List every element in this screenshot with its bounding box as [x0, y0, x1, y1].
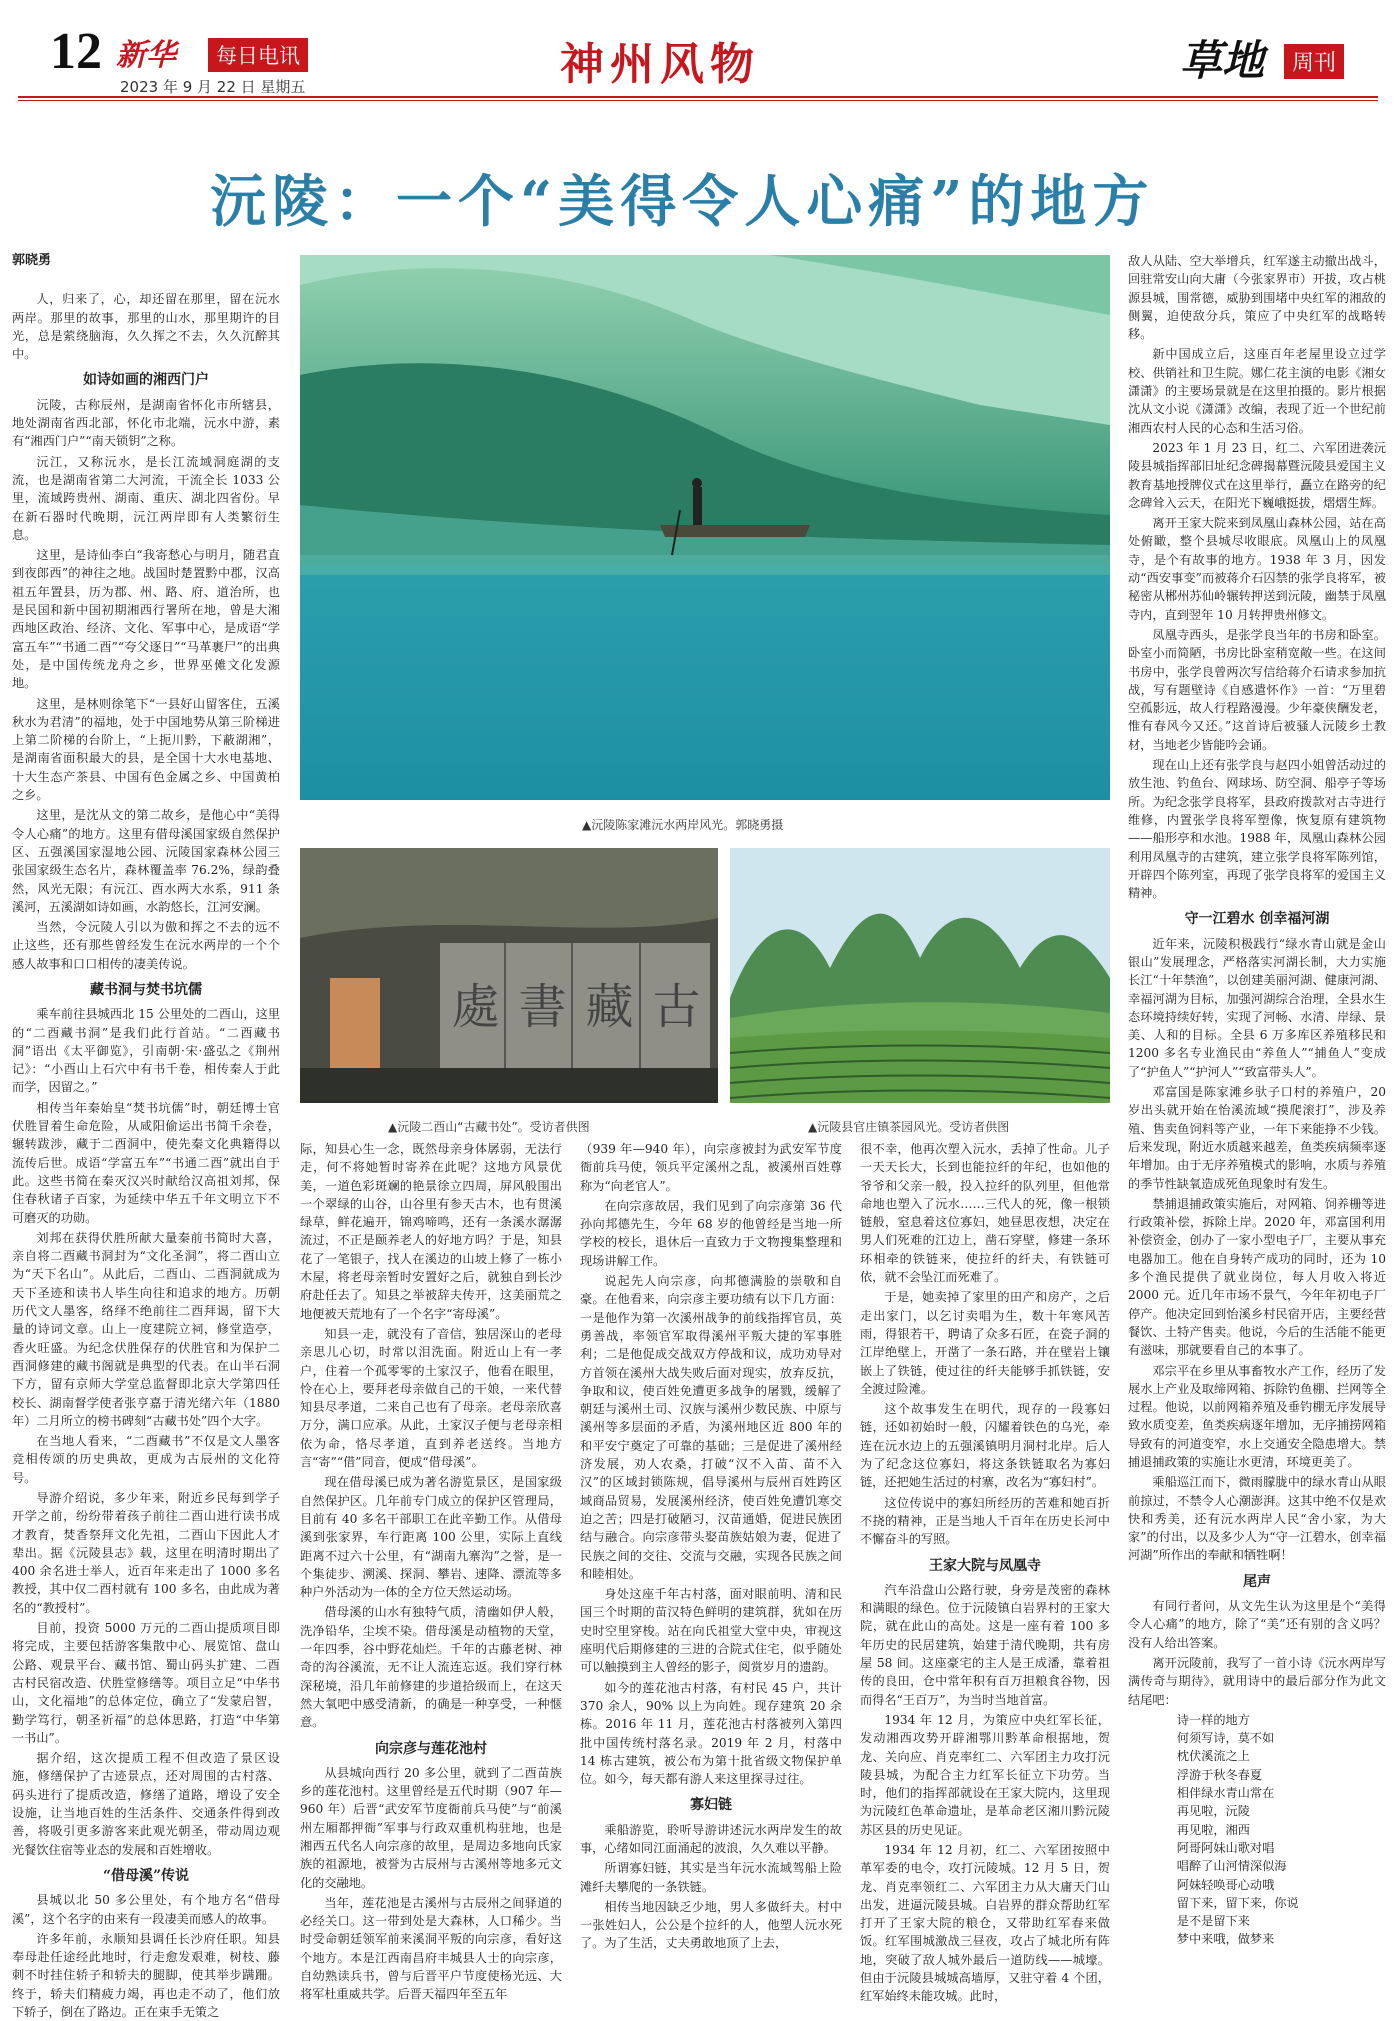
paragraph: 导游介绍说，多少年来，附近乡民每到学子开学之前，纷纷带着孩子前往二酉山进行读书成才教育，焚香祭拜文化先祖，二酉山下因此人才辈出。据《沅陵县志》载，这里在明清时期出了 400 余名进士举人，近百年来走出了 1000 多名教授，其中仅二酉村就有 100 多名，由此成为著名的“教授村”。	[12, 1491, 280, 1615]
subheading: 藏书洞与焚书坑儒	[90, 981, 202, 998]
tablet-photo	[300, 848, 718, 1103]
paragraph: 目前，投资 5000 万元的二酉山提质项目即将完成，主要包括游客集散中心、展览馆、盘山公路、观景平台、藏书馆、蜀山码头扩建、二酉古村民宿改造、伏胜堂修缮等。项目立足“中华书山，文化福地”的总体定位，确立了“发蒙启智，勤学笃行，朝圣祈福”的总体思路，打造“中华第一书山”。	[12, 1621, 280, 1745]
subheading: “借母溪”传说	[102, 1867, 190, 1884]
poem-line: 再见啦，沅陵	[1176, 1804, 1250, 1819]
paragraph: 这位传说中的寡妇所经历的苦难和她百折不挠的精神，正是当地人千百年在历史长河中不懈奋斗的写照。	[860, 1495, 1110, 1547]
paragraph: 所谓寡妇链，其实是当年沅水流域驾船上险滩纤夫攀爬的一条铁链。	[580, 1861, 842, 1894]
paragraph: 1934 年 12 月初，红二、六军团按照中革军委的电令，攻打沅陵城。12 月 5 日，贺龙、肖克率领红二、六军团主力从大庸天门山出发，进逼沅陵县城。白岩界的群众帮助红军打开了王家大院的粮仓，又带助红军春来做饭。红军围城激战三昼夜，攻占了城北所有阵地，突破了敌人城外最后一道防线——城壕。但由于沅陵县城城高墙厚，又驻守着 4 个团，红军始终未能攻城。此时，	[860, 1842, 1110, 2004]
poem-line: 阿妹轻唤哥心动哦	[1176, 1877, 1275, 1892]
paragraph: 乘船巡江而下，微雨朦胧中的绿水青山从眼前掠过，不禁令人心潮澎湃。这其中绝不仅是欢快和秀美，还有沅水两岸人民“舍小家，为大家”的付出，以及多少人为“守一江碧水，创幸福河湖”所作出的奉献和牺牲啊！	[1128, 1475, 1386, 1563]
paragraph: 相传当年秦始皇“焚书坑儒”时，朝廷博士官伏胜冒着生命危险，从咸阳偷运出书简千余卷，辗转跋涉，藏于二酉洞中，使先秦文化典籍得以流传后世。成语“学富五车”“书通二酉”就出自于此。这些书简在秦灭汉兴时献给汉高祖刘邦，保住春秋诸子百家，为延续中华五千年文明立下不可磨灭的功勋。	[12, 1100, 280, 1225]
subheading: 尾声	[1243, 1573, 1271, 1590]
paragraph: 离开沅陵前，我写了一首小诗《沅水两岸写满传奇与期待》，就用诗中的最后部分作为此文结尾吧：	[1128, 1655, 1386, 1707]
paragraph: 相传当地因缺乏少地，男人多做纤夫。村中一张姓妇人，公公是个拉纤的人，他塑人沅水死了。为了生活，丈夫勇敢地顶了上去，	[580, 1899, 842, 1951]
poem-line: 诗一样的地方	[1176, 1712, 1250, 1727]
subheading: 如诗如画的湘西门户	[83, 372, 209, 389]
edition-label: 每日电讯	[208, 38, 308, 72]
paragraph: 从县城向西行 20 多公里，就到了二酉苗族乡的莲花池村。这里曾经是五代时期（907 年—960 年）后晋“武安军节度衙前兵马使”与“前溪州左厢都押衙”军事与行政双重机构驻地，也是湘西五代名人向宗彦的故里，是周边多地向氏家族的祖源地，被誉为古辰州与古溪州等地多元文化的交融地。	[300, 1765, 562, 1890]
column-2	[300, 1140, 562, 2012]
paragraph: 汽车沿盘山公路行驶，身旁是茂密的森林和满眼的绿色。位于沅陵镇白岩界村的王家大院，就在此山的高处。这是一座有着 100 多年历史的民居建筑，始建于清代晚期，共有房屋 58 间。这座豪宅的主人是王成潘，靠着祖传的良田，仓中常年积有百万担粮食谷物，因而得名“王百万”，为当时当地首富。	[860, 1582, 1110, 1707]
poem-line: 浮游于秋冬春夏	[1176, 1767, 1263, 1782]
paragraph: 许多年前，永顺知县调任长沙府任职。知县奉母赴任途经此地时，行走愈发艰难，树枝、藤刺不时挂住轿子和轿夫的腿脚，使其举步蹒跚。终于，轿夫们精疲力竭，再也走不动了，他们放下轿子，倒在了路边。正在束手无策之	[12, 1931, 280, 2020]
paragraph: 新中国成立后，这座百年老屋里设立过学校、供销社和卫生院。娜仁花主演的电影《湘女潇潇》的主要场景就是在这里拍摄的。影片根据沈从文小说《潇潇》改编，表现了近一个世纪前湘西农村人民的心态和生活习俗。	[1128, 347, 1386, 435]
poem-line: 何须写诗，莫不如	[1176, 1731, 1275, 1746]
tablet-inscription: 古 藏 書 處	[451, 979, 701, 1035]
paragraph: 于是，她卖掉了家里的田产和房产，之后走出家门，以乞讨卖唱为生，数十年寒风苦雨，得银若干，聘请了众多石匠，在瓷子洞的江岸绝壁上，开凿了一条石路，并在壁岩上镶嵌上了铁链，使过往的纤夫能够手抓铁链，安全渡过险滩。	[860, 1290, 1110, 1396]
tea-photo-caption: ▲沅陵县官庄镇茶园风光。受访者供图	[808, 1120, 1010, 1134]
paragraph: 1934 年 12 月，为策应中央红军长征，发动湘西攻势开辟湘鄂川黔革命根据地，贺龙、关向应、肖克率红二、六军团主力攻打沅陵县城，为配合主力红军长征立下功劳。当时，他们的指挥部就设在王家大院内，这里现为沅陵红色革命遗址，是革命老区湘川黔沅陵苏区县的历史见证。	[860, 1712, 1110, 1837]
paragraph: 借母溪的山水有独特气质，清幽如伊人般，洗净铅华，尘埃不染。借母溪是动植物的天堂，一年四季，谷中野花灿烂。千年的古藤老树、神奇的沟谷溪流，无不让人流连忘返。我们穿行林深秘境，沿几年前修建的步道拾级而上，在这天然大氧吧中感受清新，的确是一种享受，一种惬意。	[300, 1605, 562, 1730]
paragraph: 乘船游览，聆听导游讲述沅水两岸发生的故事，心绪如同江面涌起的波浪，久久难以平静。	[580, 1822, 842, 1855]
paragraph: （939 年—940 年），向宗彦被封为武安军节度衙前兵马使，领兵平定溪州之乱，被溪州百姓尊称为“向老官人”。	[580, 1142, 842, 1193]
main-photo-caption: ▲沅陵陈家滩沅水两岸风光。郭晓勇摄	[582, 818, 784, 832]
header-rule-thin	[18, 100, 1378, 101]
column-5	[1128, 252, 1386, 2012]
paragraph: 近年来，沅陵积极践行“绿水青山就是金山银山”发展理念，严格落实河湖长制，大力实施长江“十年禁渔”，以创建美丽河湖、健康河湖、幸福河湖为目标，加强河湖综合治理，全县水生态环境持续好转，实现了河畅、水清、岸绿、景美、人和的目标。全县 6 万多库区养殖移民和 1200 多名专业渔民由“养鱼人”“捕鱼人”变成了“护鱼人”“护河人”“致富带头人”。	[1128, 936, 1386, 1079]
paragraph: 身处这座千年古村落，面对眼前明、清和民国三个时期的苗汉特色鲜明的建筑群，犹如在历史时空里穿梭。站在向氏祖堂大堂中央，审视这座明代后期修建的三进的合院式住宅，似乎随处可以触摸到主人曾经的影子，阅赏岁月的遗韵。	[580, 1587, 842, 1675]
paragraph: 当然，令沅陵人引以为傲和挥之不去的远不止这些，还有那些曾经发生在沅水两岸的一个个感人故事和口口相传的凄美传说。	[12, 920, 280, 971]
column-4	[860, 1140, 1110, 2012]
poem-line: 是不是留下来	[1176, 1914, 1250, 1929]
paragraph: 凤凰寺西头，是张学良当年的书房和卧室。卧室小而简陋，书房比卧室稍宽敞一些。在这间书房中，张学良曾两次写信给蒋介石请求参加抗战，写有题壁诗《自感遣怀作》一首：“万里碧空孤影远，故人行程路漫漫。少年豪侠酬发老，惟有春风今又还。”这首诗后被骚人沅陵乡土教材，当地老少皆能吟会诵。	[1128, 627, 1386, 752]
paragraph: 有同行者问，从文先生认为这里是个“美得令人心痛”的地方，除了“美”还有别的含义吗？没有人给出答案。	[1128, 1599, 1386, 1650]
paragraph: 知县一走，就没有了音信，独居深山的老母亲思儿心切，时常以泪洗面。附近山上有一孝户，住着一个孤零零的土家汉子，他看在眼里，怜在心上，要拜老母亲做自己的干娘，一来代替知县尽孝道，二来自己也有了母亲。老母亲欣喜万分，满口应承。从此，土家汉子便与老母亲相依为命，恪尽孝道，直到养老送终。当地方言“寄”“借”同音，便成“借母溪”。	[300, 1326, 562, 1470]
tea-garden-photo	[730, 848, 1110, 1103]
poem-line: 枕伏溪流之上	[1176, 1749, 1250, 1764]
paragraph: 禁捕退捕政策实施后，对网箱、饲养栅等进行政策补偿，拆除上岸。2020 年，邓富国利用补偿资金，创办了一家小型电子厂，主要从事充电器加工。他在自身转产成功的同时，还为 10 多个渔民提供了就业岗位，每人月收入将近 2000 元。近几年市场不景气，今年年初电子厂停产。他决定回到怡溪乡村民宿开店，主要经营餐饮、土特产售卖。他说，今后的生活能不能更有滋味，那就要看自己的本事了。	[1128, 1196, 1386, 1358]
paragraph: 现在借母溪已成为著名游览景区，是国家级自然保护区。几年前专门成立的保护区管理局，目前有 40 多名干部职工在此辛勤工作。从借母溪到张家界，车行距离 100 公里，实际上直线距离不过六十公里，有“湖南九寨沟”之誉，是一个集徒步、溯溪、探洞、攀岩、速降、漂流等多种户外活动为一体的全方位天然运动场。	[300, 1475, 562, 1600]
paragraph: 际，知县心生一念，既然母亲身体孱弱，无法行走，何不将她暂时寄养在此呢？这地方风景优美，一道色彩斑斓的艳景徐立四周，屏风般围出一个翠绿的山谷，山谷里有参天古木，也有贯溪绿草，鲜花遍开，锦鸡啼鸣，还有一条溪水潺潺流过，不正是颐养老人的好地方吗？于是，知县花了一笔银子，找人在溪边的山坡上修了一栋小木屋，将老母亲暂时安置好之后，就独自到长沙府赴任去了。知县之举被辞夫传开，这美丽荒之地便被天荒地有了一个名字“寄母溪”。	[300, 1142, 562, 1321]
paragraph: 如今的莲花池古村落，有村民 45 户，共计 370 余人，90% 以上为向姓。现存建筑 20 余栋。2016 年 11 月，莲花池古村落被列入第四批中国传统村落名录。2019 年 2 月，村落中 14 栋古建筑，被公布为第十批省级文物保护单位。如今，每天都有游人来这里探寻过往。	[580, 1680, 842, 1787]
page-number: 12	[50, 23, 102, 80]
subheading: 寡妇链	[690, 1797, 732, 1814]
paragraph: 这里，是林则徐笔下“一县好山留客住，五溪秋水为君清”的福地，处于中国地势从第三阶梯进上第二阶梯的台阶上，“上扼川黔，下蔽湖湘”，是湖南省面积最大的县，是全国十大水电基地、十大生态产茶县、中国有色金属之乡、中国黄柏之乡。	[12, 696, 280, 803]
paragraph: 这里，是诗仙李白“我寄愁心与明月，随君直到夜郎西”的神往之地。战国时楚置黔中郡，汉高祖五年置县，历为郡、州、路、府、道治所，也是民国和新中国初期湘西行署所在地，曾是大湘西地区政治、经济、文化、军事中心，是成语“学富五车”“书通二酉”“夸父逐日”“马革裹尸”的出典处，是中国传统龙舟之乡，世界巫傩文化发源地。	[12, 548, 280, 691]
subheading: 守一江碧水 创幸福河湖	[1184, 911, 1330, 928]
paragraph: 现在山上还有张学良与赵四小姐曾活动过的放生池、钓鱼台、网球场、防空洞、船亭子等场所。为纪念张学良将军，县政府拨款对古寺进行维修，内置张学良将军塑像，恢复原有建筑物——船形亭和水池。1988 年，凤凰山森林公园利用凤凰寺的古建筑，建立张学良将军陈列馆，开辟四个陈列室，再现了张学良将军的爱国主义精神。	[1128, 758, 1386, 901]
paragraph: 沅陵，古称辰州，是湖南省怀化市所辖县，地处湖南省西北部，怀化市北端，沅水中游，素有“湘西门户”“南天锁钥”之称。	[12, 397, 280, 449]
issue-date: 2023 年 9 月 22 日 星期五	[120, 78, 306, 96]
paragraph: 沅江，又称沅水，是长江流域洞庭湖的支流，也是湖南省第二大河流，干流全长 1033 公里，流域跨贵州、湖南、重庆、湖北四省份。早在新石器时代晚期，沅江两岸即有人类繁衍生息。	[12, 454, 280, 542]
paragraph: 2023 年 1 月 23 日，红二、六军团进袭沅陵县城指挥部旧址纪念碑揭幕暨沅陵县爱国主义教育基地授牌仪式在这里举行，矗立在路旁的纪念碑耸入云天，在阳光下巍峨挺拔，熠熠生辉。	[1128, 440, 1386, 510]
paragraph: 离开王家大院来到凤凰山森林公园，站在高处俯瞰，整个县城尽收眼底。凤凰山上的凤凰寺，是个有故事的地方。1938 年 3 月，因发动“西安事变”而被蒋介石囚禁的张学良将军，被秘密从郴州苏仙岭辗转押送到沅陵，幽禁于凤凰寺内，直到翌年 10 月转押贵州修文。	[1128, 516, 1386, 622]
paragraph: 这里，是沈从文的第二故乡，是他心中“美得令人心痛”的地方。这里有借母溪国家级自然保护区、五强溪国家湿地公园、沅陵国家森林公园三张国家级生态名片，森林覆盖率 76.2%，绿韵叠然，风光无限；有沅江、酉水两大水系，911 条溪河，五溪湖如诗如画，水韵悠长，江河安澜。	[12, 808, 280, 914]
article-headline: 沅陵：一个“美得令人心痛”的地方	[210, 169, 1155, 235]
newspaper-logo: 新华	[116, 38, 176, 73]
paragraph: 据介绍，这次提质工程不但改造了景区设施，修缮保护了古迹景点，还对周围的古村落、码头进行了提质改造，修缮了道路，增设了安全设施，让当地百姓的生活条件、交通条件得到改善，将吸引更多游客来此观光朝圣，带动周边观光餐饮住宿等业态的发展和百姓增收。	[12, 1751, 280, 1857]
author-byline: 郭晓勇	[12, 253, 52, 268]
paragraph: 很不幸，他再次塑入沅水，丢掉了性命。儿子一天天长大，长到也能拉纤的年纪，也如他的爷爷和父亲一般，投入拉纤的队列里，但他常命地也塑入了沅水……三代人的死，像一根锁链般，窒息着这位寡妇，她昼思夜想，决定在男人们死难的江边上，凿石穿壁，修建一条环环相牵的铁链来，使拉纤的纤夫，有铁链可依，就不会坠江而死难了。	[860, 1142, 1110, 1285]
poem-line: 唱醉了山河情深似海	[1176, 1859, 1287, 1874]
poem-line: 留下来，留下来，你说	[1176, 1895, 1299, 1910]
poem-line: 再见啦，湘西	[1176, 1822, 1250, 1837]
column-1	[12, 252, 280, 2020]
masthead	[0, 0, 1397, 98]
paragraph: 刘邦在获得伏胜所献大量秦前书简时大喜，亲自将二酉藏书洞封为“文化圣洞”，将二酉山立为“天下名山”。从此后，二酉山、二酉洞就成为天下圣迹和读书人毕生向往和追求的地方。历朝历代文人墨客，络绎不绝前往二酉拜谒，留下大量的诗词文章。山上一度建院立祠，修堂造亭，香火旺盛。为纪念伏胜保存的伏胜官和为保护二酉洞修建的藏书阁就是典型的代表。在山半石洞下方，留有京师大学堂总监督即北京大学第四任校长、湖南督学使者张亨嘉于清光绪六年（1880 年）二月所立的榜书碑刻“古藏书处”四个大字。	[12, 1230, 280, 1428]
column-3	[580, 1140, 842, 2012]
section-title: 神州风物	[560, 39, 760, 90]
main-photo	[300, 255, 1110, 800]
poem-line: 梦中来哦，做梦来	[1176, 1932, 1275, 1947]
poem-line: 相伴绿水青山常在	[1176, 1786, 1275, 1801]
paragraph: 邓宗平在乡里从事畜牧水产工作，经历了发展水上产业及取缔网箱、拆除钓鱼棚、拦网等全过程。他说，以前网箱养殖及垂钓棚无序发展导致水质变差，鱼类疾病逐年增加，无序捕捞网箱导致有的河道变窄，水上交通安全隐患增大。禁捕退捕政策的实施让水更清，环境更美了。	[1128, 1363, 1386, 1469]
paragraph: 在当地人看来，“二酉藏书”不仅是文人墨客竞相传颂的历史典故，更成为古辰州的文化符号。	[12, 1434, 280, 1485]
paragraph: 当年，莲花池是古溪州与古辰州之间驿道的必经关口。这一带到处是大森林，人口稀少。当时受命朝廷领军前来溪洞平叛的向宗彦，看好这个地方。本是江西南昌府丰城县人士的向宗彦，自幼熟读兵书，曾与后晋平户节度使杨光远、大将军杜重威共学。后晋天福四年至五年	[300, 1895, 562, 2002]
paragraph: 县城以北 50 多公里处，有个地方名“借母溪”，这个名字的由来有一段凄美而感人的故事。	[12, 1893, 280, 1926]
tablet-photo-caption: ▲沅陵二酉山“古藏书处”。受访者供图	[388, 1120, 590, 1134]
weekly-logo: 草地	[1180, 36, 1265, 85]
intro-paragraph: 人，归来了，心，却还留在那里，留在沅水两岸。那里的故事，那里的山水，那里期许的目光，总是萦绕脑海，久久挥之不去，久久沉醉其中。	[12, 292, 280, 362]
paragraph: 在向宗彦故居，我们见到了向宗彦第 36 代孙向邦德先生，今年 68 岁的他曾经是当地一所学校的校长，退休后一直致力于文物搜集整理和现场讲解工作。	[580, 1198, 842, 1268]
paragraph: 说起先人向宗彦，向邦德满脸的崇敬和自豪。在他看来，向宗彦主要功绩有以下几方面：一是他作为第一次溪州战争的前线指挥官员，英勇善战，率领官军取得溪州平叛大捷的军事胜利；二是他促成交战双方停战和议，成功劝导对方首领在溪州大战失败后面对现实，放弃反抗，争取和议，使百姓免遭更多战争的屠戮，缓解了朝廷与溪州土司、汉族与溪州少数民族、中原与溪州等多层面的矛盾，为溪州地区近 800 年的和平安宁奠定了可靠的基础；三是促进了溪州经济发展，劝人农桑，打破“汉不入苗、苗不入汉”的区域封锁陈规，倡导溪州与辰州百姓跨区域商品贸易，发展溪州经济，使百姓免遭饥寒交迫之苦；四是打破陋习，汉苗通婚，促进民族团结与融合。向宗彦带头娶苗族姑娘为妻，促进了民族之间的交往、交流与交融，实现各民族之间和睦相处。	[580, 1274, 842, 1581]
paragraph: 乘车前往县城西北 15 公里处的二酉山，这里的“二酉藏书洞”是我们此行首站。“二酉藏书洞”语出《太平御览》，引南朝·宋·盛弘之《荆州记》：“小酉山上石穴中有书千卷，相传秦人于此而学，因留之。”	[12, 1007, 280, 1095]
subheading: 向宗彦与莲花池村	[375, 1740, 487, 1757]
paragraph: 这个故事发生在明代，现存的一段寡妇链，还如初始时一般，闪耀着铁色的乌光，牵连在沅水边上的五强溪镇明月洞村北岸。后人为了纪念这位寡妇，将这条铁链取名为寡妇链，还把她生活过的村寨，改名为“寡妇村”。	[860, 1402, 1110, 1490]
header-rule	[18, 96, 1378, 98]
paragraph: 敌人从陆、空大举增兵，红军遂主动撤出战斗，回驻常安山向大庸（今张家界市）开拔，攻占桃源县城，围常德，威胁到围堵中央红军的湘敌的侧翼，迫使敌分兵，策应了中央红军的战略转移。	[1128, 254, 1386, 342]
subheading: 王家大院与凤凰寺	[929, 1557, 1041, 1574]
poem-line: 阿哥阿妹山歌对唱	[1176, 1840, 1275, 1855]
weekly-label: 周刊	[1284, 44, 1344, 79]
paragraph: 邓富国是陈家滩乡驮子口村的养殖户，20 岁出头就开始在怡溪流域“摸爬滚打”，涉及养殖、售卖鱼饲料等产业，一年下来能挣不少钱。后来发现，附近水质越来越差，鱼类疾病频率逐年增加。由于无序养殖模式的影响，水质与养殖的季节性缺氧造成死鱼现象时有发生。	[1128, 1085, 1386, 1191]
